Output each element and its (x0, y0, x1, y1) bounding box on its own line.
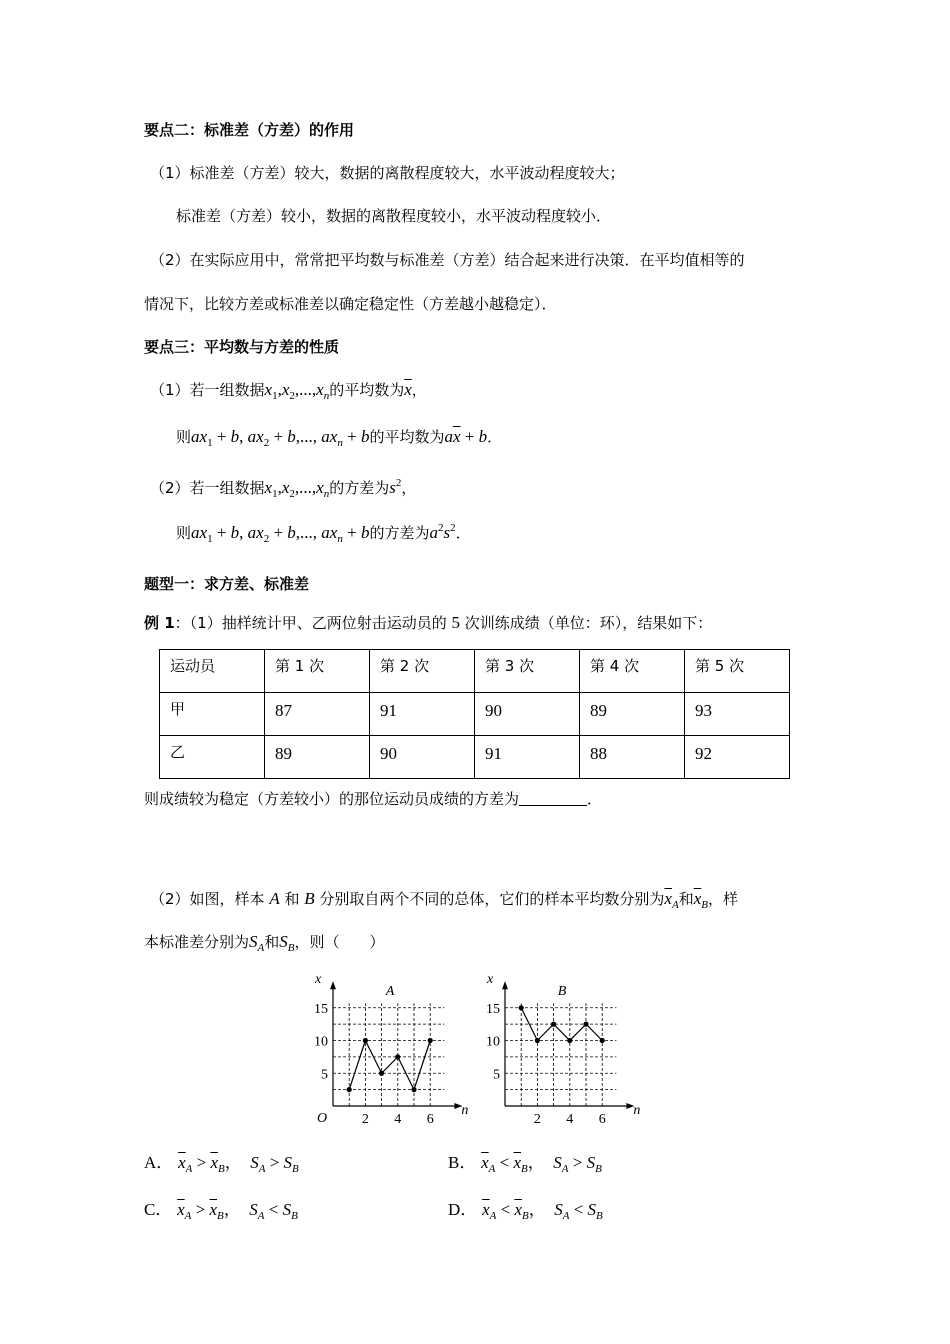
x-tick-label: 2 (533, 1112, 541, 1125)
option-c[interactable]: C． $\overline{x}_A > \overline{x}_B$， $S_A < S_B$ (144, 1200, 298, 1222)
chart-a (300, 965, 480, 1125)
table-cell: 90 (370, 736, 475, 779)
data-point (551, 1022, 556, 1027)
sec2-point1-cont: 标准差（方差）较小，数据的离散程度较小，水平波动程度较小． (176, 207, 612, 225)
formula-data-set-2: $x_1,x_2,...,x_n$ (264, 478, 330, 500)
option-a[interactable]: A． $\overline{x}_A > \overline{x}_B$， $S_A > S_B$ (144, 1153, 299, 1175)
table-header-row (160, 650, 790, 693)
formula-transformed-set: $ax_1 + b$, $ax_2 + b$,..., $ax_n + b$ (191, 427, 370, 449)
data-point (428, 1038, 433, 1043)
y-tick-label: 5 (321, 1067, 328, 1083)
x-axis-label: n (461, 1103, 469, 1118)
sec3-point1: （1）若一组数据$x_1,x_2,...,x_n$的平均数为$\overline{x}$， (150, 380, 427, 402)
question-2-line2: 本标准差分别为$S_A$和$S_B$，则（ ） (144, 932, 385, 954)
table-header-cell: 第 1 次 (265, 650, 370, 693)
table-cell: 91 (370, 693, 475, 736)
table-cell: 91 (475, 736, 580, 779)
table-header-cell: 第 3 次 (475, 650, 580, 693)
chart-title: A (385, 984, 395, 1000)
sec3-point2: （2）若一组数据$x_1,x_2,...,x_n$的方差为$s^2$， (150, 477, 417, 500)
section-title-3: 要点三：平均数与方差的性质 (144, 338, 340, 356)
type-title-1: 题型一：求方差、标准差 (144, 575, 310, 593)
sec3-point2-cont: 则$ax_1 + b$, $ax_2 + b$,..., $ax_n + b$的方差为$a^2s^2$． (176, 522, 471, 545)
y-axis-label: x (487, 972, 494, 988)
formula-variance: $s^2$ (389, 477, 402, 497)
table-row (160, 693, 790, 736)
y-tick-label: 15 (486, 1001, 500, 1017)
formula-mean-a: $\overline{x}_A$ (664, 889, 679, 911)
question-2-line1: （2）如图，样本 A 和 B 分别取自两个不同的总体，它们的样本平均数分别为$\overline{x}_A$和$\overline{x}_B$，样 (150, 889, 739, 911)
y-tick-label: 10 (314, 1034, 328, 1050)
y-tick-label: 10 (486, 1034, 500, 1050)
example-1-intro: 例 1：（1）抽样统计甲、乙两位射击运动员的 5 次训练成绩（单位：环），结果如下： (144, 613, 713, 632)
table-cell: 87 (265, 693, 370, 736)
formula-mean-b: $\overline{x}_B$ (693, 889, 708, 911)
option-d[interactable]: D． $\overline{x}_A < \overline{x}_B$， $S_A < S_B$ (448, 1200, 603, 1222)
formula-data-set: $x_1,x_2,...,x_n$ (264, 380, 330, 402)
table-header-cell: 第 2 次 (370, 650, 475, 693)
y-tick-label: 5 (493, 1067, 500, 1083)
table-cell: 93 (685, 693, 790, 736)
data-point (347, 1087, 352, 1092)
formula-transformed-mean: $a\overline{x} + b$ (444, 427, 488, 446)
table-cell-name: 甲 (160, 693, 265, 736)
formula-transformed-set-2: $ax_1 + b$, $ax_2 + b$,..., $ax_n + b$ (191, 523, 370, 545)
data-point (411, 1087, 416, 1092)
formula-transformed-variance: $a^2s^2$ (429, 522, 456, 542)
table-cell: 88 (580, 736, 685, 779)
data-point (519, 1005, 524, 1010)
formula-sd-b: $S_B$ (279, 932, 295, 954)
chart-b (472, 965, 652, 1125)
y-axis-arrow (502, 981, 508, 989)
y-axis-label: x (315, 972, 322, 988)
formula-sd-a: $S_A$ (249, 932, 265, 954)
table-header-cell: 第 5 次 (685, 650, 790, 693)
x-tick-label: 6 (426, 1112, 434, 1125)
data-point (379, 1071, 384, 1076)
x-tick-label: 2 (361, 1112, 369, 1125)
x-tick-label: 6 (598, 1112, 606, 1125)
x-tick-label: 4 (566, 1112, 574, 1125)
sec2-point1: （1）标准差（方差）较大，数据的离散程度较大，水平波动程度较大； (150, 164, 625, 182)
table-cell: 89 (580, 693, 685, 736)
table-cell-name: 乙 (160, 736, 265, 779)
table-header-cell: 运动员 (160, 650, 265, 693)
table-cell: 89 (265, 736, 370, 779)
data-point (535, 1038, 540, 1043)
y-axis-arrow (330, 981, 336, 989)
table-cell: 92 (685, 736, 790, 779)
chart-title: B (557, 984, 567, 1000)
sec2-point2-cont: 情况下，比较方差或标准差以确定稳定性（方差越小越稳定）． (144, 295, 557, 313)
sec3-point1-cont: 则$ax_1 + b$, $ax_2 + b$,..., $ax_n + b$的平均数为$a\overline{x} + b$． (176, 427, 503, 449)
table-cell: 90 (475, 693, 580, 736)
series-line (349, 1041, 430, 1090)
table-row (160, 736, 790, 779)
sec2-point2: （2）在实际应用中，常常把平均数与标准差（方差）结合起来进行决策．在平均值相等的 (150, 251, 745, 269)
data-point (600, 1038, 605, 1043)
y-tick-label: 15 (314, 1001, 328, 1017)
section-title-2: 要点二：标准差（方差）的作用 (144, 121, 355, 139)
data-point (363, 1038, 368, 1043)
data-point (567, 1038, 572, 1043)
formula-mean: $\overline{x}$ (404, 380, 412, 399)
data-point (395, 1054, 400, 1059)
data-point (583, 1022, 588, 1027)
option-b[interactable]: B． $\overline{x}_A < \overline{x}_B$， $S_A > S_B$ (448, 1153, 602, 1175)
origin-label: O (317, 1111, 328, 1125)
x-tick-label: 4 (394, 1112, 402, 1125)
answer-blank[interactable] (519, 789, 587, 806)
question-1-tail: 则成绩较为稳定（方差较小）的那位运动员成绩的方差为 ． (144, 790, 603, 808)
scores-table (159, 649, 790, 779)
x-axis-label: n (633, 1103, 641, 1118)
table-header-cell: 第 4 次 (580, 650, 685, 693)
